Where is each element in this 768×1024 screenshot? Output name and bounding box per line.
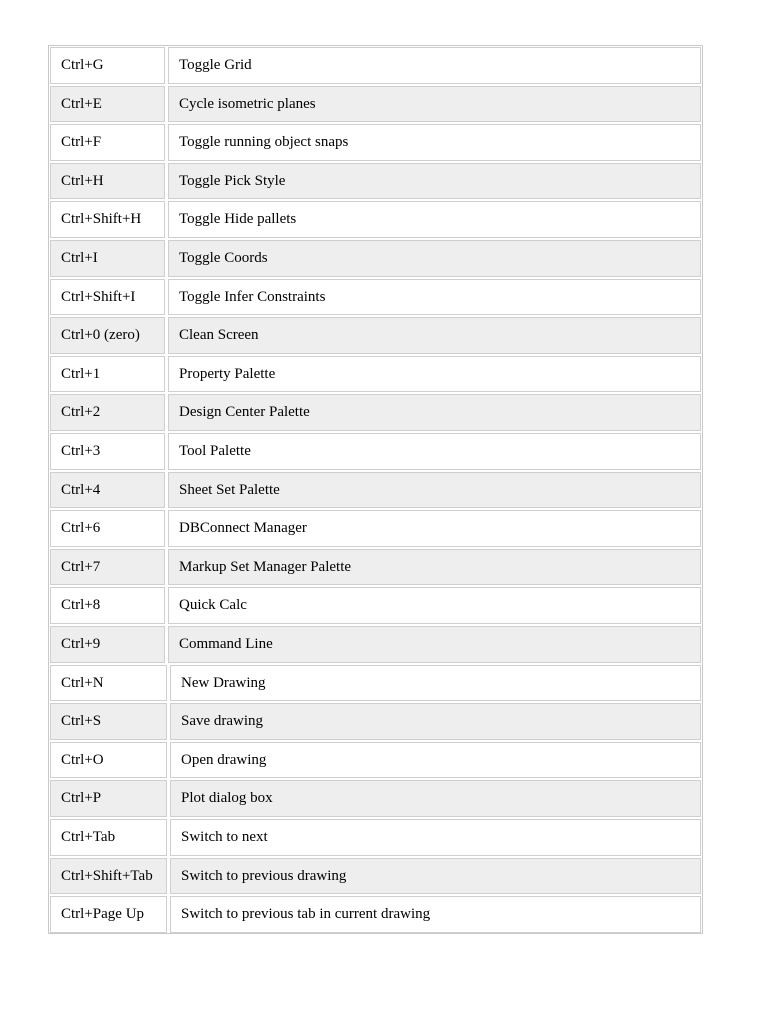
shortcut-action-cell: Toggle Grid <box>168 47 701 84</box>
shortcut-action-cell: New Drawing <box>170 665 701 702</box>
shortcut-key-cell: Ctrl+E <box>50 86 165 123</box>
shortcut-action-cell: Toggle Infer Constraints <box>168 279 701 316</box>
shortcut-action-cell: Property Palette <box>168 356 701 393</box>
shortcut-key-cell: Ctrl+H <box>50 163 165 200</box>
table-row <box>50 587 701 624</box>
table-row <box>50 47 701 84</box>
shortcut-key-cell: Ctrl+Shift+I <box>50 279 165 316</box>
shortcut-key-cell: Ctrl+Shift+H <box>50 201 165 238</box>
shortcut-action-cell: Save drawing <box>170 703 701 740</box>
shortcut-action-cell: Clean Screen <box>168 317 701 354</box>
table-row <box>50 858 701 895</box>
shortcut-action-cell: Toggle Hide pallets <box>168 201 701 238</box>
table-row <box>50 626 701 663</box>
shortcut-key-cell: Ctrl+Tab <box>50 819 167 856</box>
table-row <box>50 703 701 740</box>
table-row <box>50 394 701 431</box>
shortcut-key-cell: Ctrl+Page Up <box>50 896 167 933</box>
shortcut-key-cell: Ctrl+3 <box>50 433 165 470</box>
shortcut-action-cell: Quick Calc <box>168 587 701 624</box>
shortcut-key-cell: Ctrl+G <box>50 47 165 84</box>
shortcut-action-cell: Toggle Coords <box>168 240 701 277</box>
table-row <box>50 472 701 509</box>
table-row <box>50 317 701 354</box>
shortcut-action-cell: Tool Palette <box>168 433 701 470</box>
shortcut-key-cell: Ctrl+F <box>50 124 165 161</box>
shortcut-key-cell: Ctrl+2 <box>50 394 165 431</box>
shortcut-action-cell: Toggle Pick Style <box>168 163 701 200</box>
shortcut-action-cell: Sheet Set Palette <box>168 472 701 509</box>
shortcut-key-cell: Ctrl+7 <box>50 549 165 586</box>
shortcut-key-cell: Ctrl+N <box>50 665 167 702</box>
shortcut-action-cell: Plot dialog box <box>170 780 701 817</box>
table-row <box>50 240 701 277</box>
shortcut-action-cell: Switch to previous drawing <box>170 858 701 895</box>
shortcut-key-cell: Ctrl+8 <box>50 587 165 624</box>
shortcut-action-cell: Markup Set Manager Palette <box>168 549 701 586</box>
table-row <box>50 780 701 817</box>
shortcut-action-cell: Design Center Palette <box>168 394 701 431</box>
table-row <box>50 201 701 238</box>
shortcut-action-cell: DBConnect Manager <box>168 510 701 547</box>
shortcut-key-cell: Ctrl+I <box>50 240 165 277</box>
shortcut-key-cell: Ctrl+6 <box>50 510 165 547</box>
shortcut-key-cell: Ctrl+P <box>50 780 167 817</box>
shortcut-action-cell: Cycle isometric planes <box>168 86 701 123</box>
table-row <box>50 163 701 200</box>
table-row <box>50 124 701 161</box>
table-row <box>50 742 701 779</box>
shortcut-action-cell: Toggle running object snaps <box>168 124 701 161</box>
table-row <box>50 279 701 316</box>
shortcut-key-cell: Ctrl+Shift+Tab <box>50 858 167 895</box>
table-row <box>50 896 701 933</box>
table-row <box>50 665 701 702</box>
shortcut-key-cell: Ctrl+9 <box>50 626 165 663</box>
shortcut-action-cell: Switch to previous tab in current drawing <box>170 896 701 933</box>
table-row <box>50 433 701 470</box>
shortcut-action-cell: Open drawing <box>170 742 701 779</box>
shortcut-key-cell: Ctrl+0 (zero) <box>50 317 165 354</box>
shortcut-key-cell: Ctrl+S <box>50 703 167 740</box>
shortcut-action-cell: Switch to next <box>170 819 701 856</box>
shortcut-key-cell: Ctrl+4 <box>50 472 165 509</box>
table-row <box>50 549 701 586</box>
shortcut-key-cell: Ctrl+O <box>50 742 167 779</box>
table-row <box>50 819 701 856</box>
table-row <box>50 356 701 393</box>
shortcuts-table <box>48 45 703 934</box>
shortcut-action-cell: Command Line <box>168 626 701 663</box>
table-row <box>50 510 701 547</box>
shortcut-key-cell: Ctrl+1 <box>50 356 165 393</box>
table-row <box>50 86 701 123</box>
